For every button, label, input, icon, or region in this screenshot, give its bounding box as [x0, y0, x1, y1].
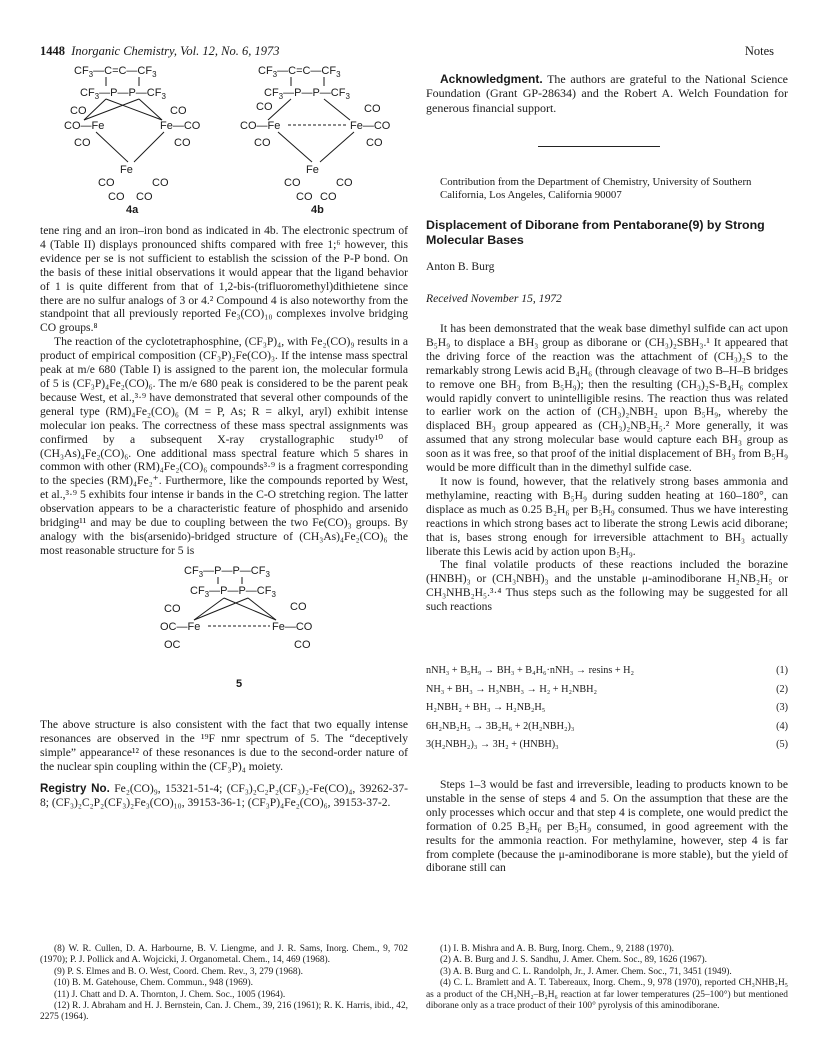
- svg-text:CO: CO: [170, 105, 187, 117]
- svg-text:CO: CO: [164, 603, 181, 615]
- svg-text:CF3—C=C—CF3: $CF_3—C=C—CF_3$: [258, 65, 341, 79]
- svg-text:CO—Fe: CO—Fe: [64, 120, 105, 132]
- svg-text:CO: CO: [74, 137, 91, 149]
- paragraph-cyclotetraphosphine: The reaction of the cyclotetraphosphine, (CF₃P)₄, with Fe₂(CO)₉ results in a product of empirical composition (CF₃P)₂Fe(CO)₃. If the intense mass spectral peak at m/e 680 (Table I) is assigned to the parent ion, the molecular formula of 5 is (CF₃P)₄Fe₂(CO)₆. The m/e 680 peak is considered to be the parent peak because West, et al.,³·⁹ have demonstrated that several other compounds of the general type (RM)₄Fe₂(CO)₆ (M = P, As; R = alkyl, aryl) exhibit intense molecular ion peaks. The correctness of these mass spectral assignments was confirmed by a subsequent X-ray crystallographic study¹⁰ of (CH₃As)₄Fe₂(CO)₆. One additional mass spectral feature which 5 shares in common with other (RM)₄Fe₂(CO)₆ compounds³·⁹ is a fragment corresponding to the species (RM)₄Fe₂⁺. Furthermore, like the compounds reported by West, et al.,³·⁹ 5 exhibits four intense ir bands in the C-O stretching region. The latter observation appears to be a characteristic feature of phosphido and arsenido bridging¹¹ and may be due to coupling between the two Fe(CO)₃ groups. By analogy with the bis(arsenido)-bridged structure of (CH₃As)₄Fe₂(CO)₆ the most reasonable structure for 5 is: [40, 335, 408, 557]
- svg-text:CO: CO: [98, 177, 115, 189]
- svg-text:CO: CO: [320, 191, 337, 203]
- equation-number: (2): [776, 683, 788, 695]
- section-divider: [538, 146, 660, 147]
- equation-row: [426, 701, 788, 715]
- equation-number: (4): [776, 720, 788, 732]
- left-column-upper: [40, 224, 408, 558]
- acknowledgment-text: The authors are grateful to the National Science Foundation (Grant GP-28634) and the Robert A. Welch Foundation for generous financial support.: [426, 72, 788, 115]
- svg-text:Fe—CO: Fe—CO: [272, 621, 313, 633]
- svg-text:CO—Fe: CO—Fe: [240, 120, 281, 132]
- svg-text:Fe—CO: Fe—CO: [160, 120, 201, 132]
- section-name: Notes: [744, 44, 774, 58]
- svg-text:CO: CO: [70, 105, 87, 117]
- equation: H₂NBH₂ + BH₃ → H₂NB₂H₅: [426, 702, 546, 713]
- paragraph-volatile-products: The final volatile products of these reactions included the borazine (HNBH)₃ or (CH₃NBH)₃ and the unstable μ-aminodiborane H₂NB₂H₅ or CH₃NHB₂H₅.³·⁴ Thus steps such as the following may be suggested for all such reactions: [426, 558, 788, 614]
- equation-number: (3): [776, 702, 788, 713]
- svg-text:CO: CO: [174, 137, 191, 149]
- svg-text:CF3—P—P—CF3: $CF_3—P—P—CF_3$: [264, 87, 350, 101]
- svg-text:CO: CO: [296, 191, 313, 203]
- equation-number: (1): [776, 665, 788, 676]
- reference-item: (4) C. L. Bramlett and A. T. Tabereaux, Inorg. Chem., 9, 978 (1970), reported CH₃NHB₂H₅ as a product of the CH₃NH₂–B₂H₆ reaction at far lower temperatures (25–100°) but mentioned diborane only as a trace product of their 100° pyrolysis of this aminodiborane.: [426, 978, 788, 1012]
- structure-4b: [238, 62, 398, 212]
- structure-4a: [62, 62, 202, 212]
- reference-item: (3) A. B. Burg and C. L. Randolph, Jr., J. Amer. Chem. Soc., 71, 3451 (1949).: [440, 966, 732, 977]
- reference-item: (12) R. J. Abraham and H. J. Bernstein, Can. J. Chem., 39, 216 (1961); R. K. Harris, ibid., 42, 2275 (1964).: [40, 1001, 408, 1023]
- paragraph-steps: Steps 1–3 would be fast and irreversible, leading to products known to be unstable in the sense of steps 4 and 5. On the assumption that these are the only processes which occur and that step 4 is complete, one would predict the formation of 0.25 B₂H₆ per B₅H₉ consumed, in good agreement with the results for the ammonia reaction. For methylamine, however, step 4 is far from complete (because the μ-aminodiborane is more stable), but the yield of diborane still can: [426, 778, 788, 875]
- svg-text:CF3—P—P—CF3: $CF_3—P—P—CF_3$: [190, 585, 276, 599]
- svg-text:CO: CO: [336, 177, 353, 189]
- registry-text: Fe₂(CO)₉, 15321-51-4; (CF₃)₂C₂P₂(CF₃)₂-Fe(CO)₄, 39262-37-8; (CF₃)₂C₂P₂(CF₃)₂Fe₃(CO)₁₀, 39153-36-1; (CF₃P)₄Fe₂(CO)₆, 39153-37-2.: [40, 781, 408, 809]
- svg-text:CO: CO: [284, 177, 301, 189]
- paragraph-nmr: The above structure is also consistent with the fact that two equally intense resonances are observed in the ¹⁹F nmr spectrum of 5. The “deceptively simple” appearance¹² of these resonances is due to the second-order nature of the nuclear spin coupling within the (CF₃P)₄ moiety.: [40, 718, 408, 773]
- svg-text:CO: CO: [152, 177, 169, 189]
- author: Anton B. Burg: [426, 260, 495, 273]
- svg-text:OC—Fe: OC—Fe: [160, 621, 201, 633]
- structure-label-4a: 4a: [126, 204, 139, 216]
- left-column-lower: [40, 718, 408, 809]
- reference-item: (1) I. B. Mishra and A. B. Burg, Inorg. Chem., 9, 2188 (1970).: [440, 944, 675, 954]
- registry-label: Registry No.: [40, 781, 110, 795]
- structure-label-4b: 4b: [311, 204, 324, 216]
- equation-number: (5): [776, 739, 788, 750]
- running-header-left: [40, 44, 279, 59]
- svg-text:CF3—P—P—CF3: $CF_3—P—P—CF_3$: [184, 565, 270, 579]
- svg-text:CF3—P—P—CF3: $CF_3—P—P—CF_3$: [80, 87, 166, 101]
- svg-text:CF3—C=C—CF3: $CF_3—C=C—CF_3$: [74, 65, 157, 79]
- left-references: [40, 944, 408, 1024]
- article-title: Displacement of Diborane from Pentaborane(9) by Strong Molecular Bases: [426, 218, 765, 247]
- structure-5: [158, 562, 328, 682]
- reaction-equations: [426, 664, 788, 757]
- svg-text:CO: CO: [254, 137, 271, 149]
- equation: 6H₂NB₂H₅ → 3B₂H₆ + 2(H₂NBH₂)₃: [426, 720, 575, 732]
- svg-text:CO: CO: [136, 191, 153, 203]
- svg-text:CO: CO: [366, 137, 383, 149]
- paragraph-structure-discussion: tene ring and an iron–iron bond as indicated in 4b. The electronic spectrum of 4 (Table II) displays pronounced shifts compared with free 1;⁶ however, this evidence per se is not sufficient to establish the scission of the P-P bond. On the basis of these initial observations it would appear that the ligand behavior of 1 is quite different from that of 1,2-bis-(trifluoromethyl)dithietene since there are no sulfur analogs of 3 or 4.² Compound 4 is also noteworthy from the standpoint that all previously reported Fe₃(CO)₁₀ complexes involve bridging CO groups.⁸: [40, 224, 408, 335]
- structure-label-5: 5: [236, 678, 243, 690]
- equation: NH₃ + BH₃ → H₃NBH₃ → H₂ + H₂NBH₂: [426, 683, 598, 695]
- equation-row: [426, 683, 788, 697]
- reference-item: (9) P. S. Elmes and B. O. West, Coord. Chem. Rev., 3, 279 (1968).: [54, 966, 303, 977]
- equation: nNH₃ + B₅H₉ → BH₃ + B₄H₆·nNH₃ → resins + H₂: [426, 665, 635, 676]
- received-date: Received November 15, 1972: [426, 292, 562, 305]
- equation: 3(H₂NBH₂)₃ → 3H₂ + (HNBH)₃: [426, 739, 559, 750]
- page-number: 1448: [40, 44, 65, 58]
- equation-row: [426, 738, 788, 752]
- equation-row: [426, 664, 788, 678]
- svg-text:CO: CO: [108, 191, 125, 203]
- acknowledgment: [426, 72, 788, 115]
- svg-text:CO: CO: [290, 601, 307, 613]
- acknowledgment-label: Acknowledgment.: [440, 72, 543, 86]
- svg-text:CO: CO: [294, 639, 311, 651]
- reference-item: (8) W. R. Cullen, D. A. Harbourne, B. V. Liengme, and J. R. Sams, Inorg. Chem., 9, 702 (1970); P. J. Pollick and A. Wojcicki, J. Organometal. Chem., 14, 469 (1968).: [40, 944, 408, 966]
- svg-text:OC: OC: [164, 639, 181, 651]
- right-column-body: [426, 322, 788, 614]
- paragraph-ammonia-methylamine: It now is found, however, that the relatively strong bases ammonia and methylamine, reacting with B₅H₉ during sudden heating at 160–180°, can displace as much as 0.25 B₂H₆ per B₅H₉ consumed. Thus we have interesting reactions in which strong bases act to liberate the strong Lewis acid diborane; that is, bases strong enough for irreversible attachment to BH₃ actually liberate this Lewis acid by action upon B₅H₉.: [426, 474, 788, 558]
- svg-text:Fe: Fe: [306, 164, 319, 176]
- svg-text:CO: CO: [256, 101, 273, 113]
- registry-numbers: [40, 782, 408, 810]
- right-column-conclusion: [426, 778, 788, 875]
- journal-citation: Inorganic Chemistry, Vol. 12, No. 6, 1973: [71, 44, 280, 58]
- paragraph-dimethyl-sulfide: It has been demonstrated that the weak base dimethyl sulfide can act upon B₅H₉ to displace a BH₃ group as diborane or (CH₃)₂SBH₃.¹ It appeared that the driving force of the reaction was the attachment of (CH₃)₂S to the remarkably strong Lewis acid B₄H₆ (through cleavage of two B–H–B bridges to remove one BH₃ from B₅H₉); then the resulting (CH₃)₂S-B₄H₆ complex would rapidly convert to unintelligible resins. The reaction thus was related to earlier work on the action of (CH₃)₂NBH₂ upon B₅H₉, whereby the displaced BH₃ group appeared as (CH₃)₂NB₂H₅.² More generally, it was assumed that any strong molecular base would capture each BH₃ group as soon as it was free, so that proof of the initial displacement of BH₃ from B₅H₉ would be more difficult than in the dimethyl sulfide case.: [426, 322, 788, 475]
- equation-row: [426, 720, 788, 734]
- svg-text:Fe: Fe: [120, 164, 133, 176]
- svg-text:CO: CO: [364, 103, 381, 115]
- reference-item: (2) A. B. Burg and J. S. Sandhu, J. Amer. Chem. Soc., 89, 1626 (1967).: [440, 955, 708, 966]
- right-references: [426, 944, 788, 1012]
- contribution-line: Contribution from the Department of Chemistry, University of Southern California, Los Angeles, California 90007: [440, 176, 752, 201]
- reference-item: (10) B. M. Gatehouse, Chem. Commun., 948 (1969).: [54, 978, 253, 989]
- reference-item: (11) J. Chatt and D. A. Thornton, J. Chem. Soc., 1005 (1964).: [54, 989, 286, 1000]
- svg-text:Fe—CO: Fe—CO: [350, 120, 391, 132]
